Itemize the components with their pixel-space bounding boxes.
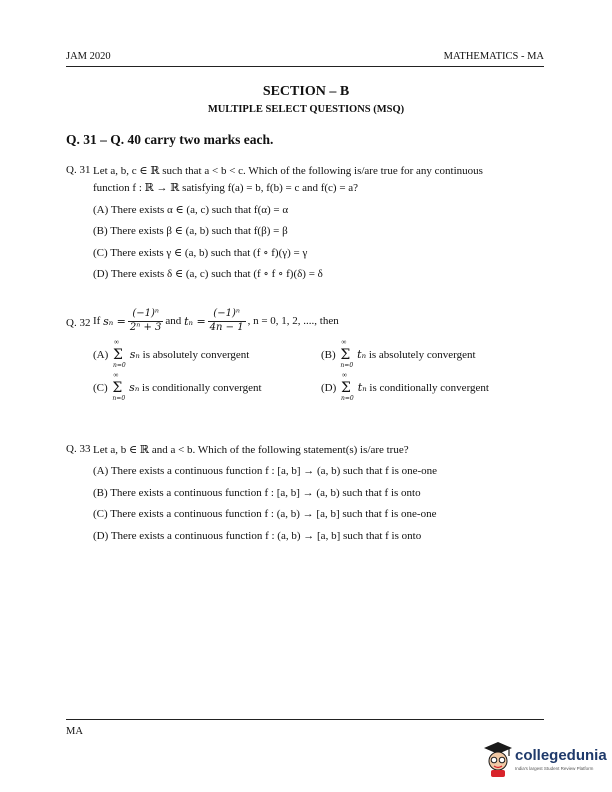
q32-option-d (321, 371, 489, 403)
q32-option-c-text: is conditionally convergent (142, 382, 262, 394)
q32-option-a-label: (A) (93, 349, 109, 361)
q31-option-b: (B) There exists β ∈ (a, b) such that f(β) = β (93, 225, 288, 237)
q33-stem: Let a, b ∈ ℝ and a < b. Which of the following statement(s) is/are true? (93, 444, 409, 456)
q32-option-b-text: is absolutely convergent (368, 349, 476, 361)
sum-lower: n=0 (341, 395, 354, 403)
q32-number: Q. 32 (66, 317, 91, 329)
q32-stem-tail: , n = 0, 1, 2, ...., then (247, 315, 339, 327)
q32-option-d-label: (D) (321, 382, 337, 394)
sigma-glyph: Σ (340, 347, 351, 364)
q32-option-d-term: tₙ (357, 381, 367, 394)
q32-stem (93, 306, 339, 336)
q32-t-lhs: tₙ = (184, 314, 206, 328)
q33-option-b: (B) There exists a continuous function f : [a, b] → (a, b) such that f is onto (93, 487, 421, 499)
sum-upper: ∞ (341, 338, 347, 347)
q32-option-b (321, 338, 476, 370)
sigma-glyph: Σ (113, 347, 123, 364)
q31-number: Q. 31 (66, 164, 91, 176)
section-subtitle: MULTIPLE SELECT QUESTIONS (MSQ) (207, 104, 405, 115)
q32-and: and (165, 315, 182, 327)
mascot-icon (483, 741, 513, 777)
exam-title: JAM 2020 (66, 51, 111, 62)
q32-option-a-text: is absolutely convergent (142, 349, 250, 361)
q33-option-a: (A) There exists a continuous function f : [a, b] → (a, b) such that f is one-one (93, 465, 438, 477)
q32-option-b-term: tₙ (357, 348, 367, 361)
q31-option-d: (D) There exists δ ∈ (a, c) such that (f ∘ f ∘ f)(δ) = δ (93, 268, 323, 280)
q32-if: If (93, 315, 101, 327)
sum-symbol (341, 371, 354, 403)
sum-upper: ∞ (113, 371, 119, 380)
brand-logo (483, 741, 608, 781)
marks-note: Q. 31 – Q. 40 carry two marks each. (66, 132, 274, 147)
q32-t-numerator: (−1)ⁿ (208, 309, 246, 322)
q32-option-b-label: (B) (321, 349, 336, 361)
q31-stem-line2: function f : ℝ → ℝ satisfying f(a) = b, f(b) = c and f(c) = a? (93, 182, 359, 194)
q32-t-fraction (208, 309, 246, 333)
q33-option-d: (D) There exists a continuous function f : (a, b) → [a, b] such that f is onto (93, 530, 422, 542)
footer-rule (66, 719, 544, 720)
section-title: SECTION – B (262, 84, 350, 99)
q32-option-d-text: is conditionally convergent (369, 382, 489, 394)
q32-s-lhs: sₙ = (103, 314, 126, 328)
sigma-glyph: Σ (112, 380, 123, 397)
q32-option-a-term: sₙ (129, 348, 140, 361)
q32-s-fraction (128, 309, 164, 333)
q32-option-a (93, 338, 250, 370)
footer-code: MA (66, 726, 83, 737)
sum-lower: n=0 (112, 395, 126, 403)
q31-option-a: (A) There exists α ∈ (a, c) such that f(α) = α (93, 204, 289, 216)
q32-s-denominator: 2ⁿ + 3 (129, 321, 162, 333)
header-rule (66, 66, 544, 67)
q32-t-denominator: 4n − 1 (209, 321, 244, 333)
sum-symbol (340, 338, 354, 370)
q32-option-c-term: sₙ (129, 381, 140, 394)
q32-option-c-label: (C) (93, 382, 108, 394)
sum-lower: n=0 (340, 362, 354, 370)
sum-symbol (112, 371, 126, 403)
brand-name: collegedunia (515, 747, 607, 764)
sum-upper: ∞ (114, 338, 120, 347)
brand-tagline: India's largest Student Review Platform (515, 766, 594, 771)
q31-stem-line1: Let a, b, c ∈ ℝ such that a < b < c. Which of the following is/are true for any continuous (93, 165, 483, 177)
sum-symbol (113, 338, 126, 370)
q33-option-c: (C) There exists a continuous function f : (a, b) → [a, b] such that f is one-one (93, 508, 437, 520)
q31-option-c: (C) There exists γ ∈ (a, b) such that (f ∘ f)(γ) = γ (93, 247, 308, 259)
q32-option-c (93, 371, 262, 403)
q33-number: Q. 33 (66, 443, 91, 455)
q32-s-numerator: (−1)ⁿ (128, 309, 164, 322)
sum-lower: n=0 (113, 362, 126, 370)
paper-title: MATHEMATICS - MA (443, 51, 544, 62)
sigma-glyph: Σ (341, 380, 351, 397)
sum-upper: ∞ (342, 371, 348, 380)
